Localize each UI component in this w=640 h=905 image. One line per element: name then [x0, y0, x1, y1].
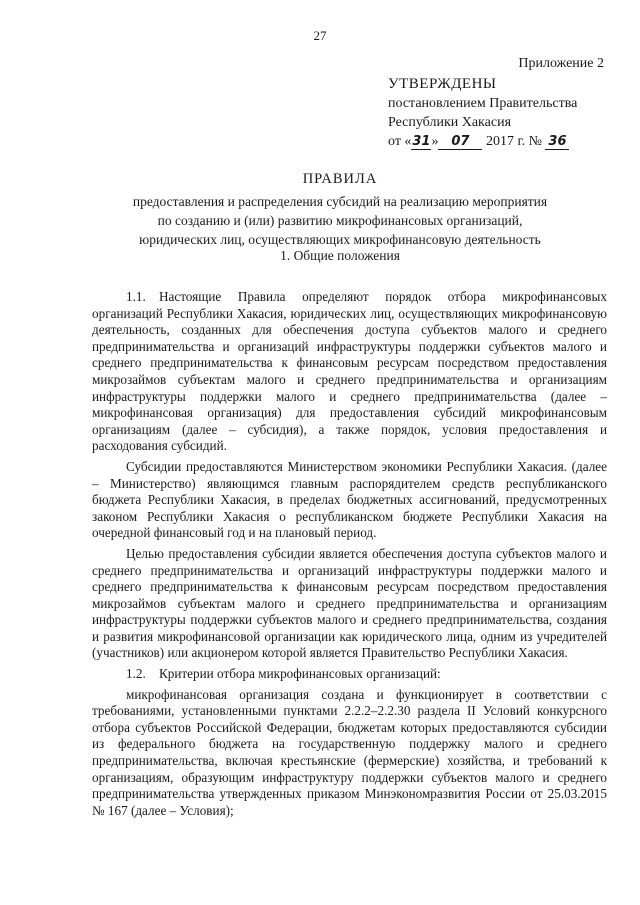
- date-day: 31: [412, 134, 431, 149]
- approved-heading: УТВЕРЖДЕНЫ: [388, 76, 497, 92]
- page-number: 27: [313, 28, 327, 43]
- date-month: 07: [438, 135, 482, 150]
- section-title: 1. Общие положения: [280, 248, 400, 263]
- decree-number: 36: [545, 135, 569, 150]
- date-year: 2017 г. №: [485, 134, 542, 149]
- paragraph: Целью предоставления субсидии является обеспечения доступа субъектов малого и среднего предпринимательства и организаций инфраструктуры поддержки малого и среднего предпринимательства к финансовым ресурсам посредством предоставления микрозаймов субъектам малого и среднего предпринимательства и организациям инфраструктуры поддержки субъектов малого и среднего предпринимательства, создания и развития микрофинансовой организации как юридического лица, одним из учредителей (участников) или акционером которой является Правительство Республики Хакасия.: [92, 545, 607, 661]
- date-mid: »: [431, 134, 439, 149]
- approval-line-1: постановлением Правительства: [388, 96, 578, 111]
- title-line-1: предоставления и распределения субсидий на реализацию мероприятия: [132, 194, 548, 209]
- approval-line-2: Республики Хакасия: [388, 115, 512, 130]
- paragraph: микрофинансовая организация создана и функционирует в соответствии с требованиями, установленными пунктами 2.2.2–2.2.30 раздела II Условий конкурсного отбора субъектов Российской Федерации, бюджетам которых предоставляются субсидии из федерального бюджета на государственную поддержку малого и среднего предпринимательства, включая крестьянские (фермерские) хозяйства, и требований к организациям, образующим инфраструктуру поддержки субъектов малого и среднего предпринимательства утвержденных приказом Минэкономразвития России от 25.03.2015 № 167 (далее – Условия);: [92, 686, 607, 818]
- approval-block: [388, 54, 628, 151]
- title-line-3: юридических лиц, осуществляющих микрофинансовую деятельность: [139, 232, 541, 247]
- paragraph: 1.2. Критерии отбора микрофинансовых организаций:: [126, 666, 441, 682]
- paragraph: Субсидии предоставляются Министерством экономики Республики Хакасия. (далее – Министерство) являющимся главным распорядителем средств республиканского бюджета Республики Хакасия, в пределах бюджетных ассигнований, предусмотренных законом Республики Хакасия о республиканском бюджете Республики Хакасия на очередной финансовый год и на плановый период.: [92, 458, 607, 541]
- approval-date-line: [388, 132, 628, 151]
- document-body: [92, 289, 607, 823]
- document-title: [70, 170, 610, 249]
- appendix-label: Приложение 2: [518, 56, 604, 71]
- title-heading: ПРАВИЛА: [302, 171, 378, 187]
- date-prefix: от «: [388, 134, 412, 149]
- title-line-2: по созданию и (или) развитию микрофинансовых организаций,: [157, 213, 523, 228]
- paragraph: 1.1. Настоящие Правила определяют порядок отбора микрофинансовых организаций Республики Хакасия, юридических лиц, осуществляющих микрофинансовую деятельность, созданных для обеспечения доступа субъектов малого и среднего предпринимательства и организаций инфраструктуры поддержки субъектов малого и среднего предпринимательства к финансовым ресурсам посредством предоставления микрозаймов субъектам малого и среднего предпринимательства и организациям инфраструктуры поддержки малого и среднего предпринимательства (далее – микрофинансовая организация) для предоставления субсидий микрофинансовым организациям (далее – субсидия), а также порядок, условия предоставления и расходования субсидий.: [92, 289, 607, 454]
